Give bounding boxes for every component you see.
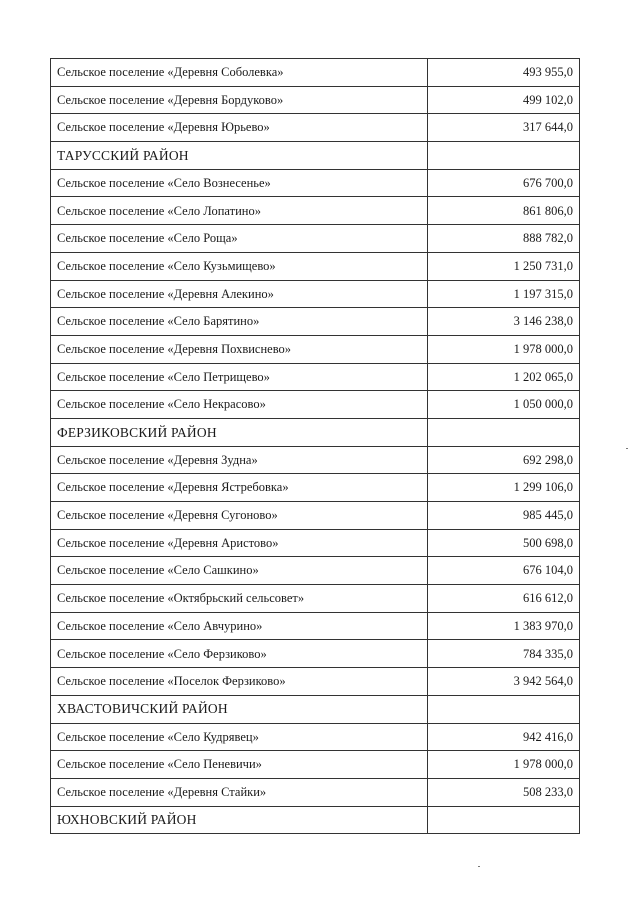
amount-cell: 317 644,0	[428, 114, 580, 142]
amount-cell: 508 233,0	[428, 778, 580, 806]
scan-speck	[626, 448, 628, 449]
settlement-name-cell: Сельское поселение «Село Кузьмищево»	[51, 252, 428, 280]
amount-cell: 942 416,0	[428, 723, 580, 751]
amount-cell: 1 978 000,0	[428, 751, 580, 779]
amount-cell: 3 942 564,0	[428, 668, 580, 696]
settlement-name-cell: Сельское поселение «Село Барятино»	[51, 308, 428, 336]
table-row	[51, 668, 580, 696]
table-row	[51, 612, 580, 640]
table-row	[51, 197, 580, 225]
district-header-row	[51, 695, 580, 723]
amount-cell: 1 978 000,0	[428, 335, 580, 363]
table-row	[51, 86, 580, 114]
district-header-row	[51, 142, 580, 170]
amount-cell	[428, 695, 580, 723]
table-row	[51, 363, 580, 391]
settlement-name-cell: Сельское поселение «Село Роща»	[51, 225, 428, 253]
settlement-name-cell: Сельское поселение «Село Сашкино»	[51, 557, 428, 585]
table-row	[51, 446, 580, 474]
table-row	[51, 474, 580, 502]
table-row	[51, 114, 580, 142]
settlement-name-cell: Сельское поселение «Деревня Бордуково»	[51, 86, 428, 114]
district-header-row	[51, 806, 580, 834]
table-row	[51, 59, 580, 87]
amount-cell: 1 250 731,0	[428, 252, 580, 280]
table-row	[51, 751, 580, 779]
table-row	[51, 529, 580, 557]
amount-cell	[428, 418, 580, 446]
amount-cell: 784 335,0	[428, 640, 580, 668]
district-name-cell: ЮХНОВСКИЙ РАЙОН	[51, 806, 428, 834]
district-name-cell: ФЕРЗИКОВСКИЙ РАЙОН	[51, 418, 428, 446]
table-row	[51, 280, 580, 308]
settlement-name-cell: Сельское поселение «Село Авчурино»	[51, 612, 428, 640]
settlement-name-cell: Сельское поселение «Село Лопатино»	[51, 197, 428, 225]
settlement-name-cell: Сельское поселение «Деревня Сугоново»	[51, 502, 428, 530]
settlement-name-cell: Сельское поселение «Село Вознесенье»	[51, 169, 428, 197]
table-row	[51, 225, 580, 253]
district-name-cell: ХВАСТОВИЧСКИЙ РАЙОН	[51, 695, 428, 723]
settlement-name-cell: Сельское поселение «Поселок Ферзиково»	[51, 668, 428, 696]
amount-cell: 861 806,0	[428, 197, 580, 225]
amount-cell	[428, 142, 580, 170]
amount-cell: 500 698,0	[428, 529, 580, 557]
scan-speck	[478, 866, 480, 867]
settlement-name-cell: Сельское поселение «Деревня Аристово»	[51, 529, 428, 557]
amount-cell: 692 298,0	[428, 446, 580, 474]
table-row	[51, 585, 580, 613]
amount-cell: 676 700,0	[428, 169, 580, 197]
district-header-row	[51, 418, 580, 446]
settlement-name-cell: Сельское поселение «Село Некрасово»	[51, 391, 428, 419]
table-row	[51, 502, 580, 530]
table-row	[51, 335, 580, 363]
settlement-name-cell: Сельское поселение «Село Пеневичи»	[51, 751, 428, 779]
amount-cell: 985 445,0	[428, 502, 580, 530]
amount-cell	[428, 806, 580, 834]
amount-cell: 1 299 106,0	[428, 474, 580, 502]
settlement-name-cell: Сельское поселение «Село Петрищево»	[51, 363, 428, 391]
table-body	[51, 59, 580, 834]
amount-cell: 1 202 065,0	[428, 363, 580, 391]
settlement-name-cell: Сельское поселение «Деревня Алекино»	[51, 280, 428, 308]
amount-cell: 616 612,0	[428, 585, 580, 613]
table-row	[51, 308, 580, 336]
settlement-name-cell: Сельское поселение «Деревня Юрьево»	[51, 114, 428, 142]
amount-cell: 499 102,0	[428, 86, 580, 114]
settlement-name-cell: Сельское поселение «Село Кудрявец»	[51, 723, 428, 751]
amount-cell: 493 955,0	[428, 59, 580, 87]
table-row	[51, 169, 580, 197]
settlement-name-cell: Сельское поселение «Октябрьский сельсовет»	[51, 585, 428, 613]
settlement-name-cell: Сельское поселение «Деревня Похвиснево»	[51, 335, 428, 363]
amount-cell: 1 050 000,0	[428, 391, 580, 419]
settlement-name-cell: Сельское поселение «Деревня Стайки»	[51, 778, 428, 806]
settlement-name-cell: Сельское поселение «Деревня Ястребовка»	[51, 474, 428, 502]
table-row	[51, 391, 580, 419]
amount-cell: 888 782,0	[428, 225, 580, 253]
settlement-name-cell: Сельское поселение «Деревня Соболевка»	[51, 59, 428, 87]
amount-cell: 1 383 970,0	[428, 612, 580, 640]
allocation-table	[50, 58, 580, 834]
amount-cell: 676 104,0	[428, 557, 580, 585]
table-row	[51, 723, 580, 751]
table-row	[51, 778, 580, 806]
district-name-cell: ТАРУССКИЙ РАЙОН	[51, 142, 428, 170]
table-row	[51, 557, 580, 585]
settlement-name-cell: Сельское поселение «Село Ферзиково»	[51, 640, 428, 668]
table-row	[51, 640, 580, 668]
settlement-name-cell: Сельское поселение «Деревня Зудна»	[51, 446, 428, 474]
amount-cell: 3 146 238,0	[428, 308, 580, 336]
amount-cell: 1 197 315,0	[428, 280, 580, 308]
table-row	[51, 252, 580, 280]
